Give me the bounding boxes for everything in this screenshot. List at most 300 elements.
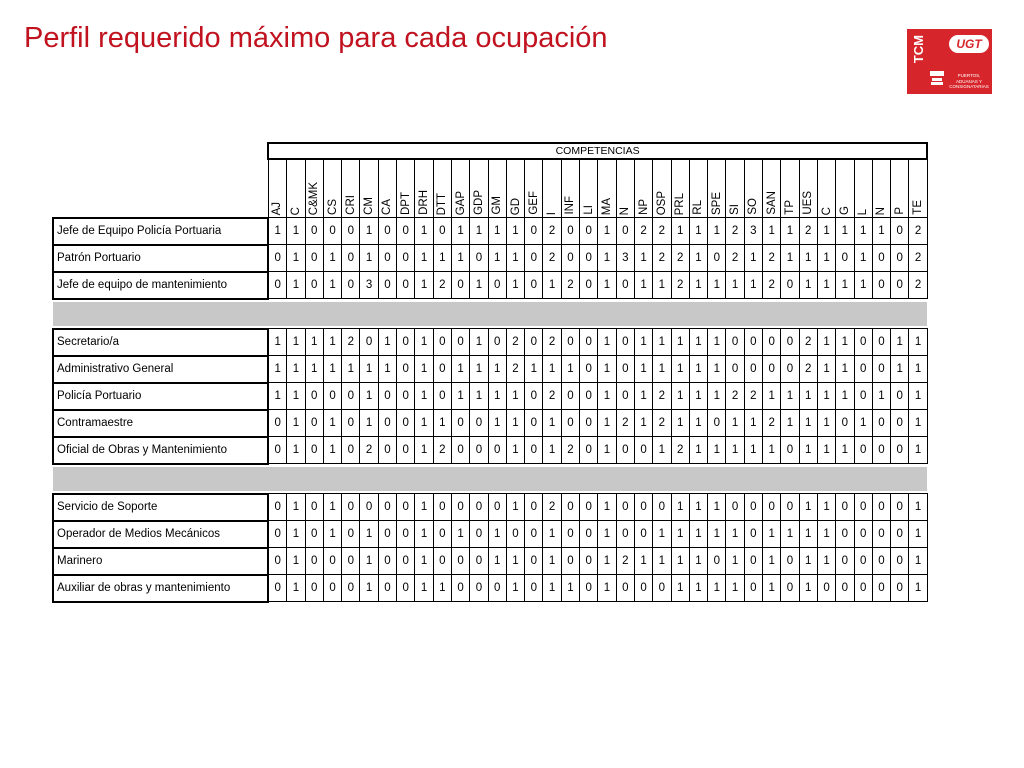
competency-value: 1 [323,356,341,383]
occupation-label: Policía Portuario [53,383,268,410]
competency-value: 1 [323,245,341,272]
competency-value: 0 [634,437,652,464]
competency-value: 1 [726,437,744,464]
competency-value: 1 [909,494,927,521]
competency-value: 0 [872,410,890,437]
competency-value: 0 [525,272,543,299]
group-separator [53,467,927,491]
column-header [817,159,835,218]
competency-value: 1 [287,272,305,299]
column-header-label: OSP [655,190,668,215]
competency-value: 1 [323,437,341,464]
competency-value: 1 [598,383,616,410]
competency-value: 1 [763,437,781,464]
competency-value: 1 [415,272,433,299]
competency-value: 0 [525,548,543,575]
competency-value: 2 [744,383,762,410]
competency-value: 0 [580,272,598,299]
column-header-label: DRH [418,190,431,215]
occupation-label: Operador de Medios Mecánicos [53,521,268,548]
competency-value: 1 [634,356,652,383]
competency-value: 2 [726,383,744,410]
competency-value: 0 [561,410,579,437]
column-header [598,159,616,218]
table-row [53,575,927,602]
competency-value: 1 [909,548,927,575]
competency-value: 1 [708,356,726,383]
competency-value: 1 [708,383,726,410]
column-header-label: CM [363,197,376,215]
competency-value: 1 [763,548,781,575]
competency-value: 0 [305,521,323,548]
column-header-label: PRL [674,192,687,215]
column-header-label: MA [600,197,613,215]
competency-value: 1 [415,548,433,575]
competency-value: 0 [451,410,469,437]
competency-value: 1 [872,218,890,245]
column-header-label: C&MK [308,181,321,215]
competency-value: 0 [726,494,744,521]
competency-value: 1 [726,410,744,437]
competency-value: 1 [671,383,689,410]
competency-value: 1 [653,272,671,299]
occupation-label: Servicio de Soporte [53,494,268,521]
competency-value: 1 [909,575,927,602]
competency-value: 0 [323,575,341,602]
competency-value: 0 [470,521,488,548]
competency-value: 0 [488,329,506,356]
column-header [433,159,451,218]
column-header-label: SO [747,198,760,215]
competency-value: 0 [891,521,909,548]
competency-value: 0 [451,548,469,575]
competency-value: 0 [580,521,598,548]
competency-value: 1 [506,218,524,245]
competency-value: 1 [836,437,854,464]
column-header [488,159,506,218]
competency-value: 1 [598,575,616,602]
competency-value: 0 [616,494,634,521]
column-header-label: RL [692,200,705,215]
competency-value: 1 [726,548,744,575]
competency-value: 0 [836,548,854,575]
competency-value: 1 [598,548,616,575]
competency-value: 2 [506,329,524,356]
competency-value: 0 [342,245,360,272]
competency-value: 1 [360,410,378,437]
competency-value: 0 [378,521,396,548]
competency-value: 1 [415,575,433,602]
competency-value: 1 [763,218,781,245]
competency-value: 2 [653,245,671,272]
competency-value: 0 [378,437,396,464]
column-header [561,159,579,218]
competency-value: 0 [616,329,634,356]
table-row [53,245,927,272]
competency-value: 1 [708,218,726,245]
competency-value: 0 [305,494,323,521]
competency-value: 1 [488,548,506,575]
column-header-label: AJ [271,201,284,215]
table-row [53,218,927,245]
competency-value: 0 [305,272,323,299]
competency-value: 2 [634,218,652,245]
competency-value: 0 [305,218,323,245]
table-row [53,437,927,464]
column-header-label: GDP [472,190,485,215]
competency-value: 2 [342,329,360,356]
competency-value: 1 [744,245,762,272]
competency-value: 0 [433,329,451,356]
competency-value: 0 [525,329,543,356]
competency-value: 1 [543,272,561,299]
competency-value: 0 [342,575,360,602]
competency-value: 1 [909,521,927,548]
competency-value: 1 [543,437,561,464]
competency-value: 0 [525,521,543,548]
competency-value: 1 [506,245,524,272]
competency-value: 0 [433,218,451,245]
competency-value: 0 [342,548,360,575]
competency-value: 0 [525,410,543,437]
competency-value: 1 [598,410,616,437]
column-header-label: L [857,208,870,215]
competency-value: 0 [854,383,872,410]
column-header-label: GM [491,196,504,215]
column-header [634,159,652,218]
competency-value: 1 [689,329,707,356]
competency-value: 0 [616,521,634,548]
competency-value: 1 [799,383,817,410]
competency-value: 2 [799,356,817,383]
occupation-label: Auxiliar de obras y mantenimiento [53,575,268,602]
competency-value: 1 [817,521,835,548]
table-row [53,329,927,356]
column-header-label: CA [381,199,394,215]
column-header [470,159,488,218]
competency-value: 1 [470,356,488,383]
competency-value: 1 [287,521,305,548]
logo-brand-left: TCM [911,35,926,64]
competency-value: 0 [580,410,598,437]
competency-value: 0 [342,218,360,245]
competency-value: 0 [580,383,598,410]
competency-value: 1 [909,356,927,383]
column-header [689,159,707,218]
competency-value: 1 [360,575,378,602]
competency-value: 2 [360,437,378,464]
competency-value: 0 [397,329,415,356]
competency-value: 1 [744,410,762,437]
competency-value: 0 [342,410,360,437]
competency-value: 0 [268,521,287,548]
column-header-label: N [875,206,888,215]
competency-value: 1 [415,410,433,437]
competency-value: 1 [817,245,835,272]
competency-value: 0 [891,437,909,464]
competency-value: 1 [836,272,854,299]
competency-value: 1 [817,329,835,356]
competency-value: 1 [689,272,707,299]
competency-value: 0 [580,494,598,521]
competency-value: 1 [525,356,543,383]
competency-value: 0 [561,245,579,272]
competency-value: 1 [689,218,707,245]
column-header-label: G [838,206,851,215]
competency-value: 0 [451,329,469,356]
competency-value: 2 [653,410,671,437]
column-header [726,159,744,218]
column-header [305,159,323,218]
competency-value: 0 [323,548,341,575]
competency-value: 1 [506,272,524,299]
competency-value: 1 [451,218,469,245]
competency-value: 0 [470,575,488,602]
competency-value: 0 [323,218,341,245]
competency-value: 0 [854,494,872,521]
competency-value: 1 [451,356,469,383]
competency-value: 1 [488,410,506,437]
competency-value: 0 [525,437,543,464]
column-header [287,159,305,218]
competency-value: 0 [488,437,506,464]
competency-value: 1 [836,218,854,245]
logo-brand-right: UGT [949,35,989,53]
competency-value: 1 [598,494,616,521]
competency-value: 2 [506,356,524,383]
competency-value: 0 [305,548,323,575]
competency-value: 1 [817,437,835,464]
competency-value: 1 [378,356,396,383]
competency-value: 1 [708,329,726,356]
competency-value: 0 [378,410,396,437]
competency-value: 0 [872,356,890,383]
header-corner [53,143,268,159]
competency-value: 0 [397,410,415,437]
competency-value: 0 [525,245,543,272]
column-header [415,159,433,218]
column-header [268,159,287,218]
competency-value: 2 [909,272,927,299]
column-header [671,159,689,218]
column-header [451,159,469,218]
competency-value: 1 [543,548,561,575]
competency-value: 1 [360,356,378,383]
competency-value: 1 [323,329,341,356]
competency-value: 1 [854,410,872,437]
competency-value: 2 [616,410,634,437]
competency-value: 0 [433,383,451,410]
competency-value: 1 [268,329,287,356]
occupation-label: Contramaestre [53,410,268,437]
competency-value: 1 [360,245,378,272]
competency-value: 0 [634,521,652,548]
competency-value: 1 [287,218,305,245]
competency-value: 1 [378,329,396,356]
competency-value: 1 [598,521,616,548]
competency-value: 1 [287,437,305,464]
competency-value: 0 [378,218,396,245]
competency-value: 0 [836,245,854,272]
table-row [53,548,927,575]
competency-value: 0 [470,494,488,521]
competency-value: 1 [799,575,817,602]
competency-value: 0 [561,494,579,521]
competency-value: 1 [799,494,817,521]
competency-value: 1 [689,548,707,575]
competency-value: 0 [763,494,781,521]
competency-value: 1 [634,410,652,437]
competency-value: 0 [378,383,396,410]
competency-value: 1 [799,410,817,437]
competency-value: 0 [506,521,524,548]
column-header [653,159,671,218]
competency-value: 1 [543,575,561,602]
competency-value: 0 [744,548,762,575]
competency-value: 1 [891,329,909,356]
competency-value: 1 [909,437,927,464]
competencias-header: COMPETENCIAS [268,143,927,159]
competency-value: 1 [799,521,817,548]
competency-value: 0 [397,383,415,410]
competency-value: 1 [543,521,561,548]
competency-value: 1 [506,494,524,521]
competency-value: 0 [268,410,287,437]
competency-value: 1 [653,521,671,548]
competency-value: 1 [909,410,927,437]
competency-value: 1 [763,521,781,548]
competency-value: 2 [543,218,561,245]
competency-value: 0 [854,356,872,383]
competency-value: 0 [763,329,781,356]
competency-value: 0 [891,245,909,272]
competency-value: 0 [653,575,671,602]
competency-value: 0 [616,218,634,245]
competency-value: 0 [397,245,415,272]
competency-value: 0 [580,329,598,356]
competency-value: 1 [689,245,707,272]
competency-value: 0 [470,410,488,437]
competency-value: 1 [634,383,652,410]
competency-value: 0 [744,521,762,548]
group-separator-band [53,302,927,326]
competency-value: 2 [671,272,689,299]
competency-value: 1 [506,548,524,575]
competency-value: 1 [415,329,433,356]
competency-value: 1 [781,383,799,410]
competency-value: 0 [872,548,890,575]
competency-value: 0 [872,272,890,299]
competency-value: 1 [305,329,323,356]
competency-value: 1 [488,218,506,245]
competency-value: 0 [360,494,378,521]
competency-value: 1 [360,218,378,245]
competency-value: 1 [891,356,909,383]
column-header [763,159,781,218]
competency-value: 0 [525,575,543,602]
competency-value: 1 [360,383,378,410]
competency-value: 1 [817,356,835,383]
column-header [506,159,524,218]
competency-value: 1 [543,356,561,383]
competency-value: 1 [598,218,616,245]
competency-value: 0 [817,575,835,602]
competency-value: 0 [616,356,634,383]
column-header [616,159,634,218]
competency-value: 2 [763,272,781,299]
competency-value: 0 [268,437,287,464]
competencies-table [52,142,928,603]
competency-value: 2 [543,245,561,272]
table-row [53,356,927,383]
competency-value: 0 [891,218,909,245]
group-separator [53,302,927,326]
competency-value: 1 [781,218,799,245]
competency-value: 1 [799,272,817,299]
competency-value: 1 [689,494,707,521]
table-row [53,494,927,521]
competency-value: 1 [799,437,817,464]
competency-value: 1 [872,383,890,410]
competency-value: 0 [744,494,762,521]
competency-value: 0 [378,575,396,602]
competency-value: 1 [689,356,707,383]
competency-value: 0 [781,494,799,521]
competency-value: 0 [836,494,854,521]
competency-value: 1 [836,383,854,410]
column-header [397,159,415,218]
competency-value: 1 [415,494,433,521]
competency-value: 3 [360,272,378,299]
column-header [744,159,762,218]
competency-value: 1 [433,410,451,437]
competency-value: 0 [397,548,415,575]
competency-value: 0 [561,548,579,575]
competency-value: 0 [397,494,415,521]
competency-value: 0 [488,272,506,299]
logo-subtitle: PUERTOS, ADUANAS Y CONSIGNATARIAS [949,73,989,89]
competency-value: 1 [781,245,799,272]
competency-value: 0 [781,437,799,464]
competency-value: 0 [781,356,799,383]
competency-value: 1 [817,494,835,521]
column-header [708,159,726,218]
competency-value: 1 [433,575,451,602]
competency-value: 1 [488,521,506,548]
competency-value: 0 [891,272,909,299]
competency-value: 0 [451,575,469,602]
competency-value: 2 [616,548,634,575]
competency-value: 0 [360,329,378,356]
occupation-label: Marinero [53,548,268,575]
competency-value: 1 [268,383,287,410]
competency-value: 1 [817,383,835,410]
competency-value: 1 [287,356,305,383]
competency-value: 1 [342,356,360,383]
competency-value: 2 [653,218,671,245]
competency-value: 0 [451,437,469,464]
competency-value: 1 [415,356,433,383]
competency-value: 0 [891,548,909,575]
competency-value: 1 [744,437,762,464]
competency-value: 1 [470,329,488,356]
column-header-label: LI [582,205,595,215]
column-header-label: SI [729,204,742,215]
competency-value: 1 [854,218,872,245]
competency-value: 0 [616,383,634,410]
competency-value: 1 [470,218,488,245]
competency-value: 1 [708,575,726,602]
